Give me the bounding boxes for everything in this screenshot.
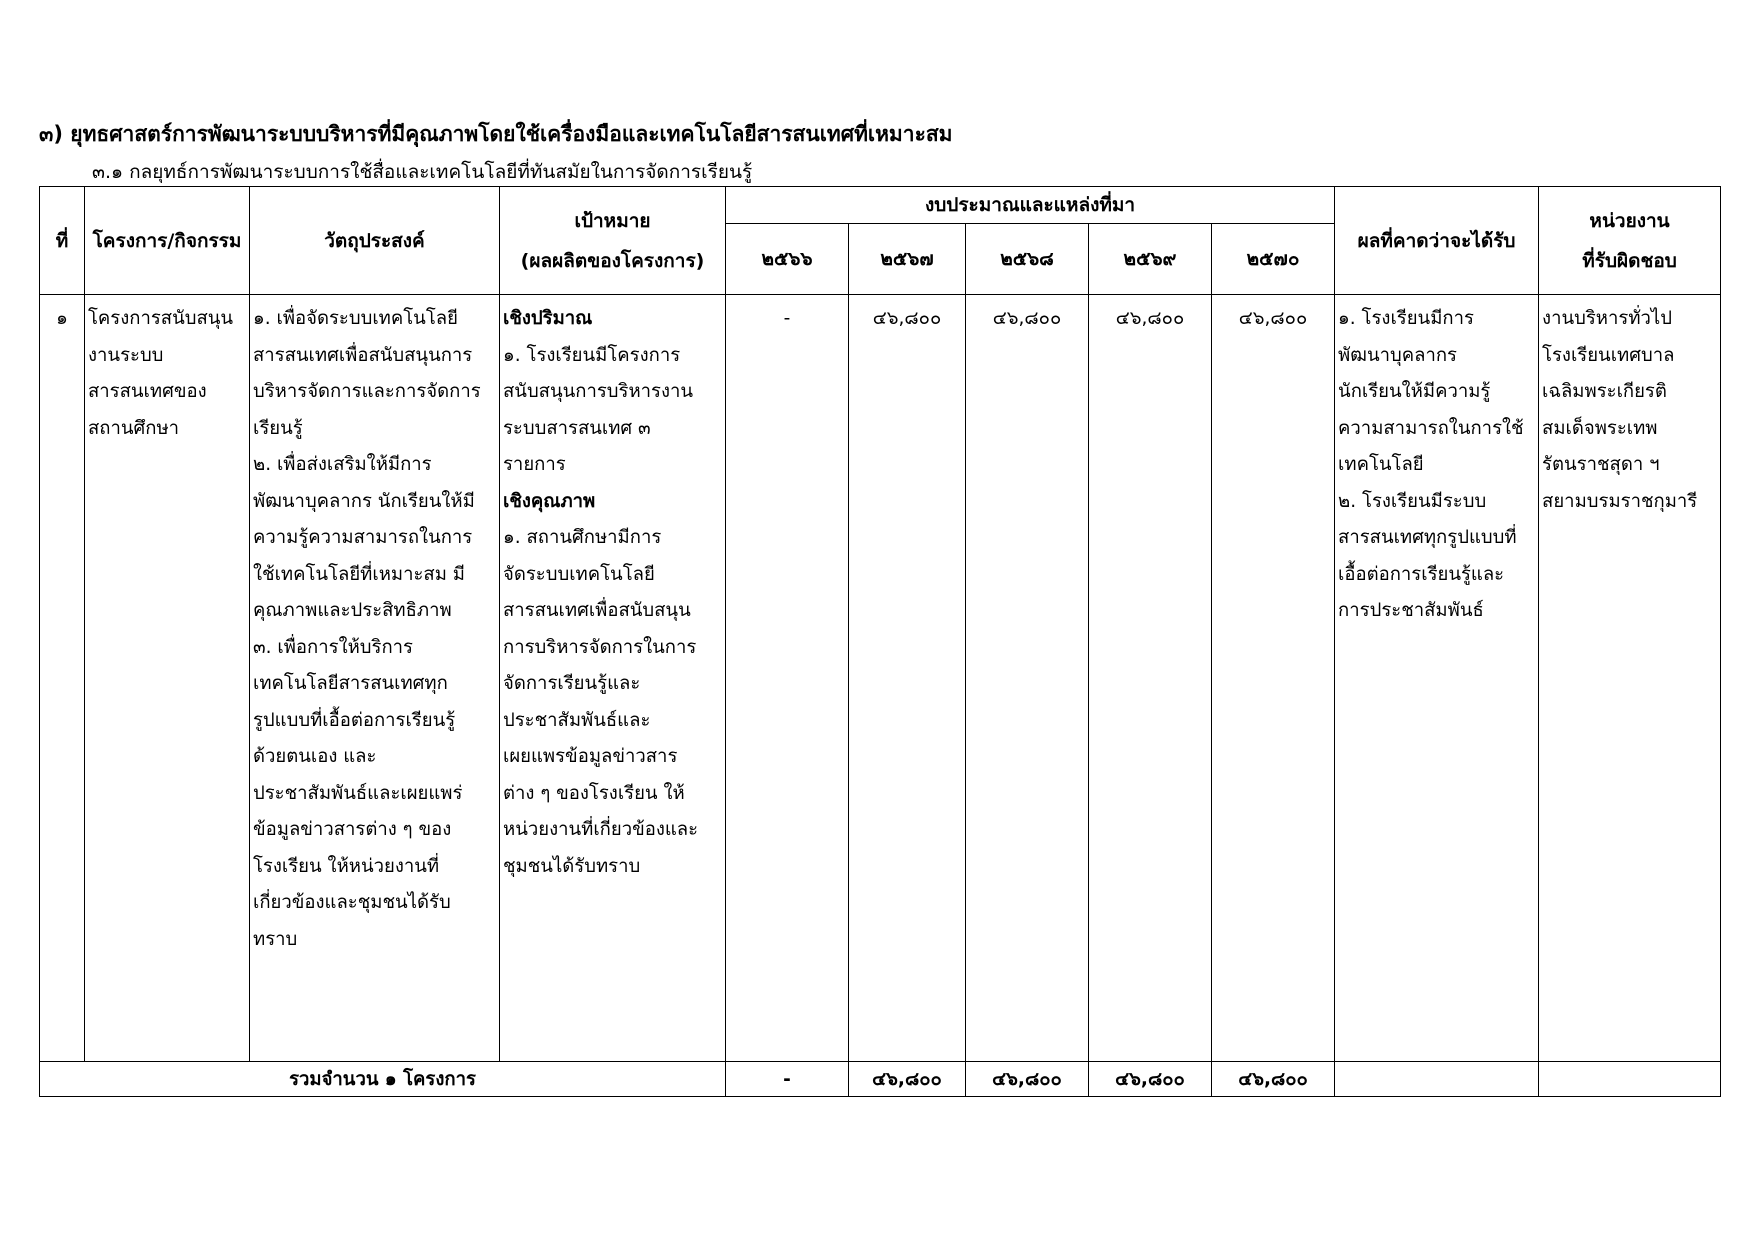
text-line: ระบบสารสนเทศ ๓	[503, 417, 651, 439]
header-project: โครงการ/กิจกรรม	[85, 187, 250, 295]
text-line: ๓. เพื่อการให้บริการ	[253, 636, 413, 658]
text-line: สมเด็จพระเทพ	[1542, 417, 1658, 439]
header-responsible	[1539, 187, 1721, 295]
row-objective-text	[250, 295, 499, 958]
text-line: งานระบบ	[88, 344, 164, 366]
text-line: จัดการเรียนรู้และ	[503, 673, 641, 694]
header-year-2567: ๒๕๖๗	[849, 224, 966, 295]
text-line: สถานศึกษา	[88, 417, 180, 439]
text-line: หน่วยงานที่เกี่ยวข้องและ	[503, 819, 699, 840]
text-line: เฉลิมพระเกียรติ	[1542, 381, 1667, 402]
text-line: โครงการสนับสนุน	[88, 308, 234, 329]
header-expected: ผลที่คาดว่าจะได้รับ	[1335, 187, 1539, 295]
header-year-2570: ๒๕๗๐	[1212, 224, 1335, 295]
header-year-2566: ๒๕๖๖	[726, 224, 849, 295]
text-line: นักเรียนให้มีความรู้	[1338, 381, 1491, 402]
project-plan-table	[39, 186, 1721, 1097]
header-row-1	[40, 187, 1721, 224]
text-line: การบริหารจัดการในการ	[503, 636, 697, 658]
text-line: พัฒนาบุคลากร	[1338, 344, 1457, 366]
text-line: รายการ	[503, 454, 566, 475]
row-project-text	[85, 295, 249, 447]
text-line: การประชาสัมพันธ์	[1338, 600, 1484, 621]
text-line: สารสนเทศเพื่อสนับสนุน	[503, 600, 691, 621]
text-line: ต่าง ๆ ของโรงเรียน ให้	[503, 782, 685, 804]
row-budget-2570: ๔๖,๘๐๐	[1212, 295, 1335, 1062]
text-line: ชุมชนได้รับทราบ	[503, 855, 641, 877]
target-quantity-lines	[503, 338, 723, 484]
row-responsible-text	[1539, 295, 1720, 520]
target-quality-heading: เชิงคุณภาพ	[503, 490, 596, 512]
text-line: รูปแบบที่เอื้อต่อการเรียนรู้	[253, 709, 456, 731]
header-budget: งบประมาณและแหล่งที่มา	[726, 187, 1335, 224]
text-line: งานบริหารทั่วไป	[1542, 308, 1672, 329]
row-target-text	[500, 295, 725, 885]
text-line: เกี่ยวข้องและชุมชนได้รับ	[253, 892, 451, 913]
header-no: ที่	[40, 187, 85, 295]
text-line: ๑. โรงเรียนมีการ	[1338, 308, 1474, 329]
total-2567: ๔๖,๘๐๐	[849, 1062, 966, 1097]
text-line: ความรู้ความสามารถในการ	[253, 527, 473, 548]
text-line: เรียนรู้	[253, 417, 303, 439]
header-target	[500, 187, 726, 295]
row-budget-2567: ๔๖,๘๐๐	[849, 295, 966, 1062]
total-2569: ๔๖,๘๐๐	[1089, 1062, 1212, 1097]
total-row	[40, 1062, 1721, 1097]
row-budget-2568: ๔๖,๘๐๐	[966, 295, 1089, 1062]
text-line: ๑. สถานศึกษามีการ	[503, 527, 662, 548]
header-objective: วัตถุประสงค์	[250, 187, 500, 295]
text-line: ใช้เทคโนโลยีที่เหมาะสม มี	[253, 563, 465, 585]
row-project	[85, 295, 250, 1062]
header-target-line1: เป้าหมาย	[574, 209, 651, 232]
text-line: ข้อมูลข่าวสารต่าง ๆ ของ	[253, 819, 452, 840]
row-target	[500, 295, 726, 1062]
row-expected	[1335, 295, 1539, 1062]
text-line: ๒. เพื่อส่งเสริมให้มีการ	[253, 454, 432, 475]
target-quantity-heading: เชิงปริมาณ	[503, 308, 593, 329]
text-line: เทคโนโลยีสารสนเทศทุก	[253, 673, 448, 694]
text-line: ๑. เพื่อจัดระบบเทคโนโลยี	[253, 308, 458, 329]
text-line: ความสามารถในการใช้	[1338, 417, 1524, 439]
row-no: ๑	[40, 295, 85, 1062]
total-2570: ๔๖,๘๐๐	[1212, 1062, 1335, 1097]
text-line: จัดระบบเทคโนโลยี	[503, 563, 655, 585]
text-line: สารสนเทศเพื่อสนับสนุนการ	[253, 344, 473, 366]
text-line: รัตนราชสุดา ฯ	[1542, 454, 1660, 475]
target-quality-lines	[503, 520, 723, 885]
row-objective	[250, 295, 500, 1062]
total-expected	[1335, 1062, 1539, 1097]
header-responsible-line2: ที่รับผิดชอบ	[1582, 249, 1677, 272]
page-heading: ๓) ยุทธศาสตร์การพัฒนาระบบบริหารที่มีคุณภาพโดยใช้เครื่องมือและเทคโนโลยีสารสนเทศที่เหมาะสม	[39, 122, 953, 146]
row-budget-2566: -	[726, 295, 849, 1062]
text-line: ประชาสัมพันธ์และ	[503, 709, 651, 731]
header-year-2568: ๒๕๖๘	[966, 224, 1089, 295]
text-line: พัฒนาบุคลากร นักเรียนให้มี	[253, 490, 475, 512]
total-2566: -	[726, 1062, 849, 1097]
row-expected-text	[1335, 295, 1538, 630]
text-line: สารสนเทศของ	[88, 381, 207, 402]
text-line: ๒. โรงเรียนมีระบบ	[1338, 490, 1487, 512]
row-responsible	[1539, 295, 1721, 1062]
text-line: เอื้อต่อการเรียนรู้และ	[1338, 563, 1505, 585]
text-line: ด้วยตนเอง และ	[253, 746, 377, 767]
total-responsible	[1539, 1062, 1721, 1097]
text-line: ทราบ	[253, 928, 298, 950]
text-line: สยามบรมราชกุมารี	[1542, 490, 1698, 512]
text-line: ประชาสัมพันธ์และเผยแพร่	[253, 782, 463, 804]
text-line: เผยแพรข้อมูลข่าวสาร	[503, 746, 678, 767]
text-line: โรงเรียน ให้หน่วยงานที่	[253, 855, 440, 877]
text-line: ๑. โรงเรียนมีโครงการ	[503, 344, 681, 366]
header-responsible-line1: หน่วยงาน	[1589, 209, 1670, 232]
header-target-line2: (ผลผลิตของโครงการ)	[520, 249, 705, 272]
table-row	[40, 295, 1721, 1062]
text-line: สนับสนุนการบริหารงาน	[503, 381, 694, 402]
text-line: บริหารจัดการและการจัดการ	[253, 381, 481, 402]
total-label: รวมจำนวน ๑ โครงการ	[40, 1062, 726, 1097]
page-subheading: ๓.๑ กลยุทธ์การพัฒนาระบบการใช้สื่อและเทคโนโลยีที่ทันสมัยในการจัดการเรียนรู้	[92, 161, 753, 183]
text-line: เทคโนโลยี	[1338, 454, 1424, 475]
text-line: คุณภาพและประสิทธิภาพ	[253, 600, 452, 621]
text-line: โรงเรียนเทศบาล	[1542, 344, 1675, 366]
row-budget-2569: ๔๖,๘๐๐	[1089, 295, 1212, 1062]
total-2568: ๔๖,๘๐๐	[966, 1062, 1089, 1097]
header-year-2569: ๒๕๖๙	[1089, 224, 1212, 295]
text-line: สารสนเทศทุกรูปแบบที่	[1338, 527, 1517, 548]
